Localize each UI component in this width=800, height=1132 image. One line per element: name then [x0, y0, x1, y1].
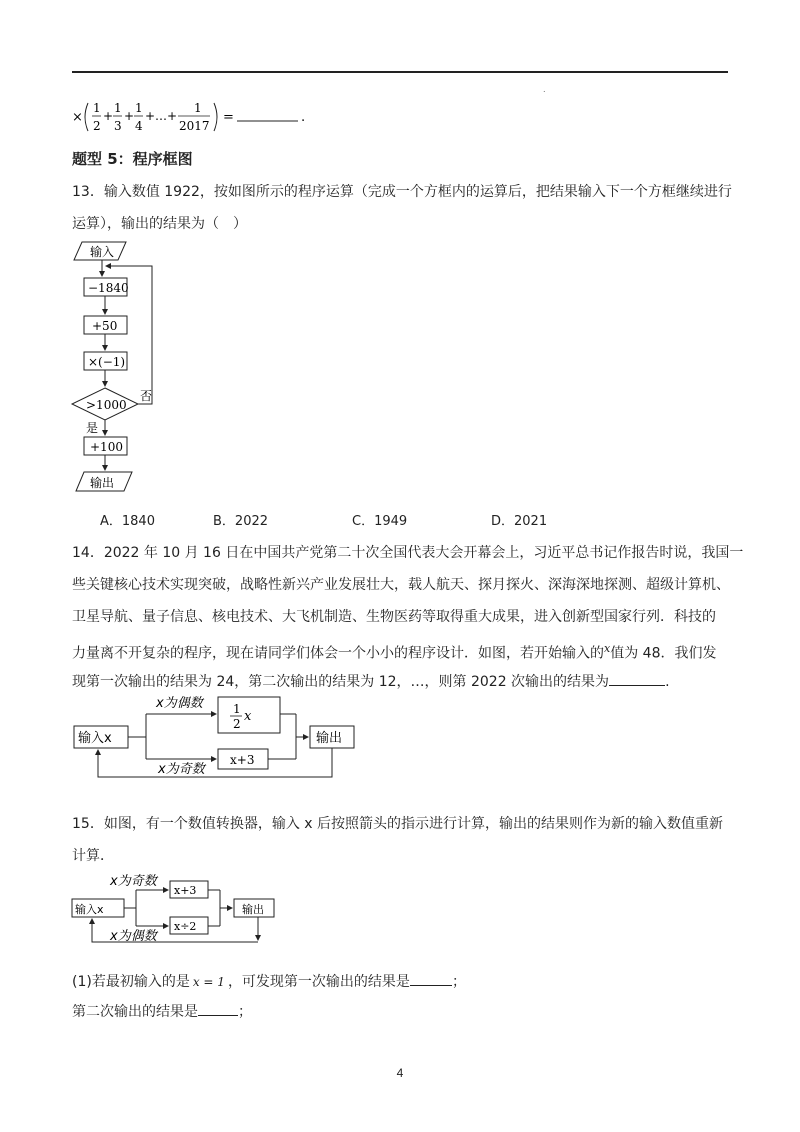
- q13-step2-label: +50: [92, 319, 118, 333]
- q13-no-label: 否: [140, 389, 153, 403]
- right-paren: [214, 103, 217, 131]
- frac2-den: 3: [114, 119, 122, 133]
- left-paren: [85, 103, 88, 131]
- q15-sub2-end: ；: [238, 1004, 252, 1020]
- q15-sub2a: 第二次输出的结果是: [72, 1004, 198, 1020]
- q15-plus3-label: x+3: [174, 884, 197, 897]
- q13-line2: 运算），输出的结果为（ ）: [72, 216, 247, 232]
- header-dot: .: [543, 85, 546, 94]
- frac3-num: 1: [135, 101, 143, 115]
- q13-output-label: 输出: [90, 476, 115, 490]
- q13-flowchart: [70, 238, 190, 498]
- q14-half-den: 2: [233, 717, 241, 731]
- q14-flowchart: [70, 693, 370, 781]
- q14-loop-arrow: [98, 748, 332, 777]
- q14-output-label: 输出: [316, 731, 343, 746]
- q14-line5-end: .: [665, 674, 670, 690]
- q14-line2: 些关键核心技术实现突破，战略性新兴产业发展壮大，载人航天、探月探火、深海深地探测、超级计算机、: [72, 577, 730, 593]
- formula-end: .: [301, 110, 306, 125]
- q15-div2-label: x÷2: [174, 920, 197, 933]
- q15-line2: 计算．: [72, 848, 114, 864]
- q15-flowchart: [70, 870, 290, 950]
- section-heading: 题型 5：程序框图: [72, 150, 193, 168]
- q14-half-var: x: [244, 709, 252, 724]
- frac4-den: 2017: [179, 119, 210, 133]
- frac1-num: 1: [93, 101, 101, 115]
- q15-sub1: [72, 971, 728, 992]
- q15-sub1-eq: x = 1: [192, 975, 225, 989]
- plus2: +: [124, 109, 135, 123]
- top-formula: [72, 97, 312, 137]
- q15-line1: 15．如图，有一个数值转换器，输入 x 后按照箭头的指示进行计算，输出的结果则作为新的输入数值重新: [72, 816, 723, 832]
- page-number: 4: [396, 1066, 404, 1080]
- q13-option-b[interactable]: B．2022: [213, 514, 269, 529]
- frac4-num: 1: [194, 101, 202, 115]
- q15-input-label: 输入x: [75, 903, 104, 916]
- q15-sub1a: (1)若最初输入的是: [72, 974, 190, 990]
- q14-plus3-label: x+3: [230, 753, 255, 767]
- q15-sub2: [72, 1001, 728, 1022]
- q15-sub1b: ，可发现第一次输出的结果是: [227, 974, 410, 990]
- q13-option-d[interactable]: D．2021: [491, 514, 548, 529]
- q14-answer-blank: [609, 671, 665, 686]
- q15-even-label: x为偶数: [110, 929, 157, 944]
- q14-line4: [72, 639, 728, 664]
- q15-blank1: [410, 971, 452, 986]
- q14-odd-label: x为奇数: [158, 762, 205, 777]
- q14-line4a: 力量离不开复杂的程序，现在请同学们体会一个小小的程序设计．如图，若开始输入的: [72, 645, 604, 662]
- header-rule: [72, 71, 728, 73]
- frac2-num: 1: [114, 101, 122, 115]
- plus1: +: [103, 109, 114, 123]
- q15-sub1-end: ；: [451, 974, 466, 990]
- q14-half-num: 1: [233, 702, 241, 716]
- q14-line4b: 值为 48．我们发: [610, 645, 717, 662]
- q14-even-label: x为偶数: [156, 696, 203, 711]
- q15-odd-label: x为奇数: [110, 874, 157, 889]
- q13-step3-label: ×(−1): [88, 355, 126, 369]
- q13-input-label: 输入: [90, 245, 115, 259]
- formula-equals: =: [223, 110, 234, 125]
- q13-decision-label: >1000: [86, 398, 127, 412]
- q13-line1: 13．输入数值 1922，按如图所示的程序运算（完成一个方框内的运算后，把结果输入下一个方框继续进行: [72, 184, 732, 200]
- q14-line3: 卫星导航、量子信息、核电技术、大飞机制造、生物医药等取得重大成果，进入创新型国家行列．科技的: [72, 609, 716, 625]
- q14-var-x: x: [604, 642, 611, 655]
- formula-svg: [72, 97, 312, 137]
- ellipsis: +…+: [145, 109, 178, 123]
- formula-prefix: ×: [72, 110, 83, 125]
- q13-step4-label: +100: [90, 440, 123, 454]
- q13-option-c[interactable]: C．1949: [352, 514, 408, 529]
- frac3-den: 4: [135, 119, 143, 133]
- q13-step1-label: −1840: [88, 281, 129, 295]
- q14-line1: 14．2022 年 10 月 16 日在中国共产党第二十次全国代表大会开幕会上，习近平总书记作报告时说，我国一: [72, 545, 744, 561]
- q14-input-label: 输入x: [78, 731, 112, 746]
- q15-blank2: [198, 1001, 238, 1016]
- q13-yes-label: 是: [86, 421, 99, 435]
- q14-line5-text: 现第一次输出的结果为 24，第二次输出的结果为 12，…，则第 2022 次输出的结果为: [72, 674, 610, 690]
- q15-output-label: 输出: [242, 903, 264, 916]
- q13-option-a[interactable]: A．1840: [100, 514, 155, 529]
- q14-line5: [72, 671, 728, 692]
- frac1-den: 2: [93, 119, 101, 133]
